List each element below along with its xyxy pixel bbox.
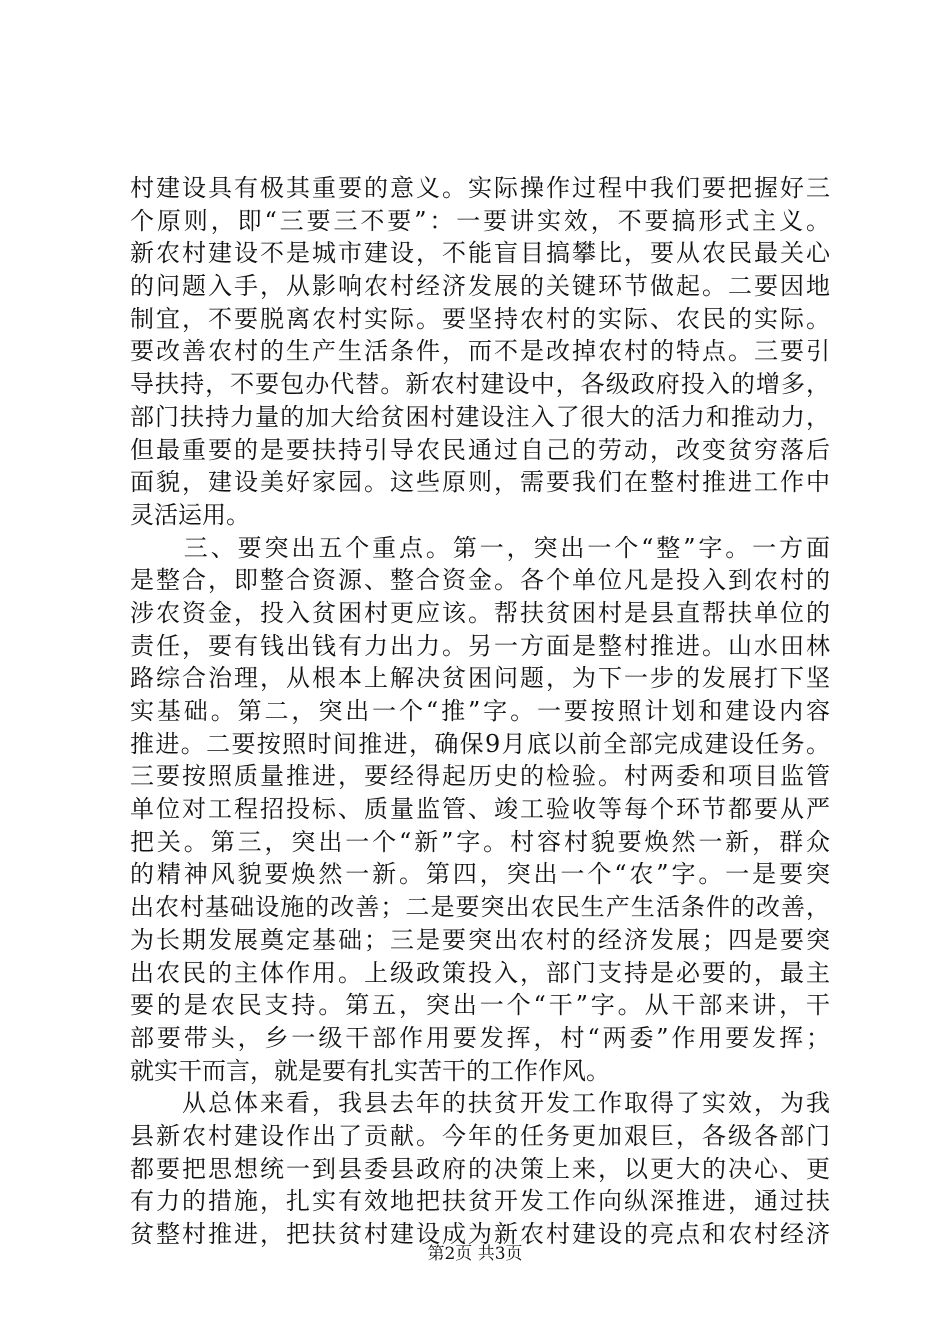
text-line: 实基础。第二，突出一个“推”字。一要按照计划和建设内容 xyxy=(130,697,830,725)
text-line: 三要按照质量推进，要经得起历史的检验。村两委和项目监管 xyxy=(130,762,830,791)
text-line: 有力的措施，扎实有效地把扶贫开发工作向纵深推进，通过扶 xyxy=(130,1187,830,1216)
text-line: 出农民的主体作用。上级政策投入，部门支持是必要的，最主 xyxy=(130,958,830,987)
text-line: 为长期发展奠定基础；三是要突出农村的经济发展；四是要突 xyxy=(130,925,830,954)
text-line: 贫整村推进，把扶贫村建设成为新农村建设的亮点和农村经济 xyxy=(130,1220,830,1248)
text-line: 灵活运用。 xyxy=(130,500,250,529)
text-line: 的问题入手，从影响农村经济发展的关键环节做起。二要因地 xyxy=(130,272,830,301)
text-line: 制宜，不要脱离农村实际。要坚持农村的实际、农民的实际。 xyxy=(130,304,830,333)
text-line: 涉农资金，投入贫困村更应该。帮扶贫困村是县直帮扶单位的 xyxy=(130,598,830,627)
text-line: 面貌，建设美好家园。这些原则，需要我们在整村推进工作中 xyxy=(130,468,830,497)
text-line: 要的是农民支持。第五，突出一个“干”字。从干部来讲，干 xyxy=(130,991,830,1020)
text-line: 把关。第三，突出一个“新”字。村容村貌要焕然一新，群众 xyxy=(130,827,830,856)
text-line: 出农村基础设施的改善；二是要突出农民生产生活条件的改善， xyxy=(130,893,830,922)
text-line: 新农村建设不是城市建设，不能盲目搞攀比，要从农民最关心 xyxy=(130,239,830,268)
text-line: 村建设具有极其重要的意义。实际操作过程中我们要把握好三 xyxy=(130,174,830,202)
text-line: 就实干而言，就是要有扎实苦干的工作作风。 xyxy=(130,1056,610,1085)
text-line: 单位对工程招投标、质量监管、竣工验收等每个环节都要从严 xyxy=(130,795,830,824)
text-line: 个原则，即“三要三不要”：一要讲实效，不要搞形式主义。 xyxy=(130,206,830,235)
text-line: 都要把思想统一到县委县政府的决策上来，以更大的决心、更 xyxy=(130,1154,830,1183)
text-line: 部要带头，乡一级干部作用要发挥，村“两委”作用要发挥； xyxy=(130,1023,830,1052)
text-line: 部门扶持力量的加大给贫困村建设注入了很大的活力和推动力， xyxy=(130,402,830,431)
page-footer: 第2页 共3页 xyxy=(427,1244,523,1264)
text-line: 三、要突出五个重点。第一，突出一个“整”字。一方面 xyxy=(130,533,830,562)
text-line: 责任，要有钱出钱有力出力。另一方面是整村推进。山水田林 xyxy=(130,631,830,660)
text-line: 县新农村建设作出了贡献。今年的任务更加艰巨，各级各部门 xyxy=(130,1121,830,1150)
text-line: 导扶持，不要包办代替。新农村建设中，各级政府投入的增多， xyxy=(130,370,830,399)
body-text xyxy=(130,172,830,1251)
text-line: 是整合，即整合资源、整合资金。各个单位凡是投入到农村的 xyxy=(130,566,830,595)
text-line: 路综合治理，从根本上解决贫困问题，为下一步的发展打下坚 xyxy=(130,664,830,693)
text-line: 但最重要的是要扶持引导农民通过自己的劳动，改变贫穷落后 xyxy=(130,435,830,464)
text-line: 从总体来看，我县去年的扶贫开发工作取得了实效，为我 xyxy=(130,1089,830,1118)
text-line: 的精神风貌要焕然一新。第四，突出一个“农”字。一是要突 xyxy=(130,860,830,889)
text-line: 要改善农村的生产生活条件，而不是改掉农村的特点。三要引 xyxy=(130,337,830,366)
text-line: 推进。二要按照时间推进，确保9月底以前全部完成建设任务。 xyxy=(130,729,830,758)
